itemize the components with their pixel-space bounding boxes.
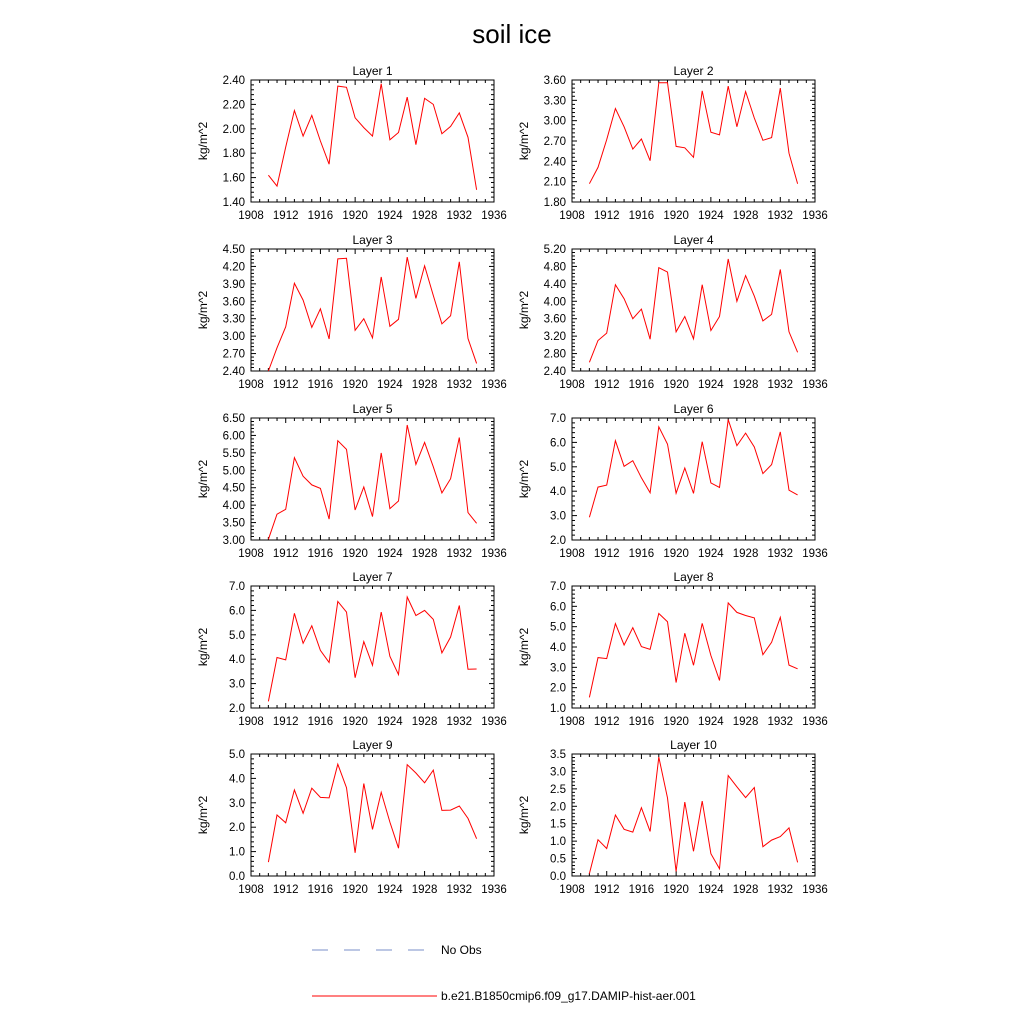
layer-5-xtick-label: 1932: [446, 548, 473, 560]
layer-1-xtick-label: 1924: [377, 210, 403, 222]
layer-3-ytick-label: 2.40: [222, 366, 245, 378]
layer-3-panel: [196, 233, 507, 391]
layer-6-xtick-label: 1920: [663, 548, 689, 560]
layer-8-xtick-label: 1916: [628, 716, 655, 728]
layer-9-series-line: [268, 764, 476, 862]
layer-6-xtick-label: 1916: [628, 548, 655, 560]
layer-4-xtick-label: 1908: [559, 379, 585, 391]
layer-1-ytick-label: 1.60: [222, 172, 245, 185]
layer-9-xtick-label: 1928: [411, 884, 438, 896]
layer-3-xtick-label: 1920: [342, 379, 368, 391]
layer-9-ytick-label: 5.0: [229, 749, 245, 761]
layer-8-ytick-label: 4.0: [550, 642, 566, 654]
legend-model-label: b.e21.B1850cmip6.f09_g17.DAMIP-hist-aer.001: [441, 989, 696, 1003]
layer-5-title: Layer 5: [352, 402, 393, 416]
layer-5-xtick-label: 1924: [377, 548, 403, 560]
layer-6-xtick-label: 1924: [698, 548, 724, 560]
layer-10-xtick-label: 1916: [628, 884, 655, 896]
layer-10-xtick-label: 1920: [663, 884, 689, 896]
layer-4-xtick-label: 1936: [802, 379, 828, 391]
layer-5-ytick-label: 6.50: [222, 413, 245, 425]
layer-9-xtick-label: 1908: [238, 884, 264, 896]
layer-5-panel: [196, 402, 507, 560]
layer-4-ytick-label: 2.80: [543, 348, 566, 361]
layer-2-xtick-label: 1920: [663, 210, 689, 222]
layer-5-ylabel: kg/m^2: [196, 459, 210, 499]
layer-8-ytick-label: 3.0: [550, 662, 566, 675]
layer-10-xtick-label: 1924: [698, 884, 724, 896]
layer-7-ytick-label: 2.0: [229, 703, 245, 715]
layer-7-ytick-label: 4.0: [229, 654, 245, 667]
layer-1-series-line: [268, 84, 476, 190]
layer-2-ytick-label: 3.30: [543, 95, 566, 108]
layer-1-xtick-label: 1932: [446, 210, 473, 222]
layer-5-frame: [251, 418, 494, 540]
layer-3-ylabel: kg/m^2: [196, 290, 210, 330]
layer-2-xtick-label: 1912: [593, 210, 620, 222]
layer-3-title: Layer 3: [352, 233, 393, 247]
layer-4-panel: [517, 233, 828, 391]
layer-8-ytick-label: 2.0: [550, 682, 566, 695]
layer-8-xtick-label: 1912: [593, 716, 620, 728]
layer-3-xtick-label: 1916: [307, 379, 334, 391]
layer-6-series-line: [589, 420, 797, 518]
layer-8-title: Layer 8: [673, 570, 714, 584]
layer-7-ytick-label: 3.0: [229, 678, 245, 691]
layer-7-xtick-label: 1932: [446, 716, 473, 728]
layer-9-xtick-label: 1920: [342, 884, 368, 896]
layer-8-xtick-label: 1928: [732, 716, 759, 728]
layer-6-xtick-label: 1912: [593, 548, 620, 560]
layer-7-frame: [251, 586, 494, 708]
layer-2-ytick-label: 1.80: [543, 197, 566, 209]
layer-3-ytick-label: 4.50: [222, 244, 245, 256]
layer-6-xtick-label: 1932: [767, 548, 794, 560]
layer-7-panel: [196, 570, 507, 728]
layer-9-ytick-label: 4.0: [229, 773, 245, 786]
layer-10-ytick-label: 3.0: [550, 766, 566, 779]
layer-5-ytick-label: 5.50: [222, 447, 245, 460]
layer-2-xtick-label: 1932: [767, 210, 794, 222]
layer-4-ylabel: kg/m^2: [517, 290, 531, 330]
legend: [312, 943, 696, 1003]
layer-4-ytick-label: 4.80: [543, 261, 566, 274]
layer-4-frame: [572, 249, 815, 371]
layer-7-xtick-label: 1928: [411, 716, 438, 728]
layer-1-ytick-label: 1.80: [222, 148, 245, 161]
layer-2-xtick-label: 1936: [802, 210, 828, 222]
layer-7-ytick-label: 5.0: [229, 629, 245, 642]
layer-5-xtick-label: 1920: [342, 548, 368, 560]
layer-3-ytick-label: 3.30: [222, 313, 245, 326]
layer-1-panel: [196, 64, 507, 222]
layer-9-ytick-label: 2.0: [229, 822, 245, 835]
layer-3-xtick-label: 1924: [377, 379, 403, 391]
layer-5-xtick-label: 1916: [307, 548, 334, 560]
layer-2-xtick-label: 1916: [628, 210, 655, 222]
layer-4-ytick-label: 4.40: [543, 278, 566, 291]
layer-4-ytick-label: 4.00: [543, 296, 566, 309]
layer-9-xtick-label: 1936: [481, 884, 507, 896]
layer-3-ytick-label: 3.90: [222, 278, 245, 291]
layer-10-frame: [572, 754, 815, 876]
layer-3-frame: [251, 249, 494, 371]
layer-7-xtick-label: 1908: [238, 716, 264, 728]
layer-1-ytick-label: 1.40: [222, 197, 245, 209]
layer-10-xtick-label: 1932: [767, 884, 794, 896]
panels-group: [196, 64, 828, 896]
layer-6-ytick-label: 4.0: [550, 486, 566, 499]
layer-10-ytick-label: 0.0: [550, 871, 566, 883]
layer-2-ytick-label: 2.70: [543, 136, 566, 148]
layer-8-ytick-label: 6.0: [550, 601, 566, 614]
layer-1-ylabel: kg/m^2: [196, 121, 210, 161]
layer-5-ytick-label: 3.50: [222, 517, 245, 530]
layer-10-ylabel: kg/m^2: [517, 795, 531, 835]
layer-2-ytick-label: 2.40: [543, 156, 566, 169]
layer-5-ytick-label: 4.50: [222, 482, 245, 495]
layer-3-xtick-label: 1908: [238, 379, 264, 391]
layer-5-xtick-label: 1908: [238, 548, 264, 560]
layer-1-xtick-label: 1936: [481, 210, 507, 222]
chart-title: soil ice: [472, 19, 552, 49]
layer-9-ytick-label: 3.0: [229, 797, 245, 810]
layer-4-ytick-label: 2.40: [543, 366, 566, 378]
layer-1-title: Layer 1: [352, 64, 393, 78]
legend-no-obs-label: No Obs: [441, 943, 482, 957]
layer-10-ytick-label: 3.5: [550, 749, 566, 761]
layer-10-xtick-label: 1908: [559, 884, 585, 896]
layer-10-xtick-label: 1928: [732, 884, 759, 896]
layer-1-ytick-label: 2.40: [222, 75, 245, 87]
layer-7-xtick-label: 1920: [342, 716, 368, 728]
layer-9-xtick-label: 1932: [446, 884, 473, 896]
layer-1-xtick-label: 1916: [307, 210, 334, 222]
layer-9-ytick-label: 1.0: [229, 846, 245, 859]
layer-5-ytick-label: 3.00: [222, 535, 245, 547]
layer-9-ylabel: kg/m^2: [196, 795, 210, 835]
layer-1-ytick-label: 2.20: [222, 99, 245, 112]
layer-7-xtick-label: 1924: [377, 716, 403, 728]
layer-2-xtick-label: 1928: [732, 210, 759, 222]
layer-8-series-line: [589, 603, 797, 698]
layer-9-ytick-label: 0.0: [229, 871, 245, 883]
layer-1-xtick-label: 1928: [411, 210, 438, 222]
layer-2-xtick-label: 1924: [698, 210, 724, 222]
layer-8-xtick-label: 1908: [559, 716, 585, 728]
layer-5-xtick-label: 1936: [481, 548, 507, 560]
layer-6-ytick-label: 6.0: [550, 437, 566, 450]
layer-1-xtick-label: 1908: [238, 210, 264, 222]
layer-6-ytick-label: 3.0: [550, 510, 566, 523]
layer-1-ytick-label: 2.00: [222, 123, 245, 136]
layer-7-ylabel: kg/m^2: [196, 627, 210, 667]
layer-7-title: Layer 7: [352, 570, 393, 584]
layer-9-xtick-label: 1924: [377, 884, 403, 896]
layer-8-xtick-label: 1932: [767, 716, 794, 728]
layer-4-xtick-label: 1916: [628, 379, 655, 391]
layer-6-ytick-label: 7.0: [550, 413, 566, 425]
layer-5-ytick-label: 4.00: [222, 500, 245, 513]
layer-4-ytick-label: 5.20: [543, 244, 566, 256]
layer-2-ytick-label: 3.00: [543, 115, 566, 128]
layer-4-xtick-label: 1912: [593, 379, 620, 391]
layer-1-xtick-label: 1920: [342, 210, 368, 222]
layer-5-xtick-label: 1928: [411, 548, 438, 560]
layer-3-xtick-label: 1936: [481, 379, 507, 391]
layer-6-ytick-label: 2.0: [550, 535, 566, 547]
layer-4-ytick-label: 3.60: [543, 313, 566, 326]
layer-7-series-line: [268, 597, 476, 701]
layer-3-ytick-label: 3.00: [222, 331, 245, 344]
layer-8-frame: [572, 586, 815, 708]
layer-10-xtick-label: 1936: [802, 884, 828, 896]
layer-9-panel: [196, 738, 507, 896]
layer-3-xtick-label: 1932: [446, 379, 473, 391]
layer-10-panel: [517, 738, 828, 896]
layer-4-series-line: [589, 259, 797, 362]
layer-6-ylabel: kg/m^2: [517, 459, 531, 499]
layer-9-xtick-label: 1916: [307, 884, 334, 896]
layer-4-ytick-label: 3.20: [543, 331, 566, 344]
layer-8-ytick-label: 5.0: [550, 621, 566, 634]
layer-4-xtick-label: 1924: [698, 379, 724, 391]
layer-6-title: Layer 6: [673, 402, 714, 416]
layer-10-series-line: [589, 757, 797, 874]
layer-8-panel: [517, 570, 828, 728]
layer-10-ytick-label: 2.0: [550, 801, 566, 814]
layer-7-xtick-label: 1912: [272, 716, 299, 728]
layer-7-ytick-label: 6.0: [229, 605, 245, 618]
layer-9-xtick-label: 1912: [272, 884, 299, 896]
layer-10-ytick-label: 2.5: [550, 783, 566, 796]
layer-4-xtick-label: 1932: [767, 379, 794, 391]
layer-10-ytick-label: 0.5: [550, 853, 566, 866]
layer-8-ytick-label: 1.0: [550, 703, 566, 715]
layer-3-xtick-label: 1928: [411, 379, 438, 391]
layer-8-ytick-label: 7.0: [550, 581, 566, 593]
layer-7-xtick-label: 1916: [307, 716, 334, 728]
layer-2-xtick-label: 1908: [559, 210, 585, 222]
layer-3-series-line: [268, 257, 476, 371]
layer-1-xtick-label: 1912: [272, 210, 299, 222]
layer-3-xtick-label: 1912: [272, 379, 299, 391]
layer-6-panel: [517, 402, 828, 560]
layer-2-ylabel: kg/m^2: [517, 121, 531, 161]
layer-7-ytick-label: 7.0: [229, 581, 245, 593]
layer-6-ytick-label: 5.0: [550, 461, 566, 474]
layer-10-ytick-label: 1.5: [550, 818, 566, 831]
layer-9-title: Layer 9: [352, 738, 393, 752]
layer-3-ytick-label: 3.60: [222, 296, 245, 309]
layer-6-xtick-label: 1936: [802, 548, 828, 560]
layer-8-xtick-label: 1924: [698, 716, 724, 728]
layer-10-ytick-label: 1.0: [550, 836, 566, 849]
layer-2-ytick-label: 3.60: [543, 75, 566, 87]
layer-5-series-line: [268, 425, 476, 539]
layer-3-ytick-label: 2.70: [222, 348, 245, 361]
layer-2-title: Layer 2: [673, 64, 714, 78]
layer-10-xtick-label: 1912: [593, 884, 620, 896]
layer-5-xtick-label: 1912: [272, 548, 299, 560]
layer-6-xtick-label: 1928: [732, 548, 759, 560]
layer-8-xtick-label: 1936: [802, 716, 828, 728]
layer-10-title: Layer 10: [670, 738, 717, 752]
layer-2-ytick-label: 2.10: [543, 176, 566, 189]
layer-7-xtick-label: 1936: [481, 716, 507, 728]
layer-4-title: Layer 4: [673, 233, 714, 247]
layer-8-ylabel: kg/m^2: [517, 627, 531, 667]
layer-2-panel: [517, 64, 828, 222]
layer-5-ytick-label: 5.00: [222, 465, 245, 478]
layer-4-xtick-label: 1928: [732, 379, 759, 391]
layer-3-ytick-label: 4.20: [222, 261, 245, 274]
layer-5-ytick-label: 6.00: [222, 430, 245, 443]
layer-6-xtick-label: 1908: [559, 548, 585, 560]
layer-6-frame: [572, 418, 815, 540]
layer-4-xtick-label: 1920: [663, 379, 689, 391]
layer-8-xtick-label: 1920: [663, 716, 689, 728]
layer-2-series-line: [589, 83, 797, 184]
